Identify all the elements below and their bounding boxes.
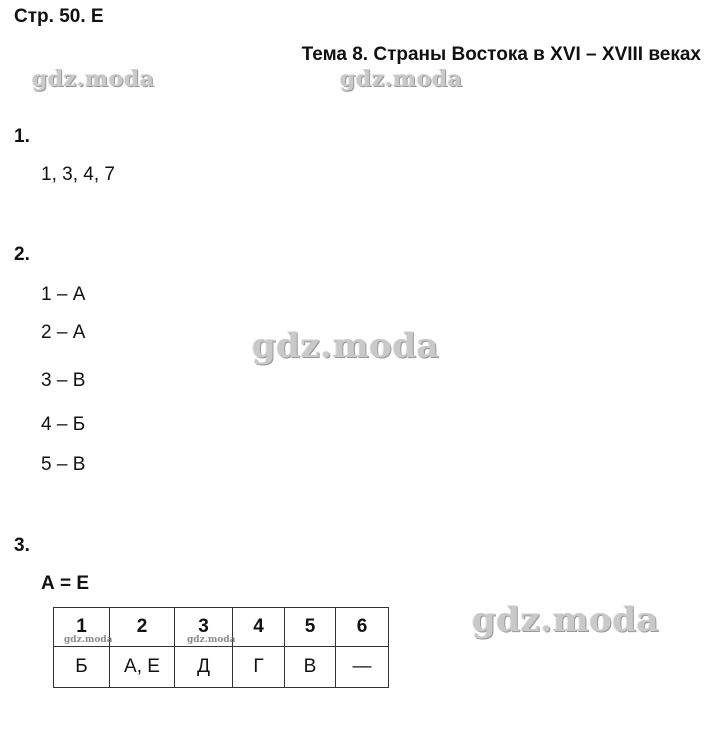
- watermark: gdz.moda: [252, 326, 440, 366]
- table-cell: В: [285, 647, 336, 688]
- answer-table: [53, 607, 389, 688]
- table-cell: —: [336, 647, 389, 688]
- table-cell: Б: [54, 647, 110, 688]
- table-row: [54, 647, 389, 688]
- table-header-cell: 2: [110, 608, 175, 647]
- watermark: gdz.moda: [187, 635, 236, 645]
- question-2-answer-2: 2 – А: [41, 322, 86, 343]
- question-3-subtitle: А = Е: [41, 573, 90, 594]
- watermark: gdz.moda: [472, 600, 660, 640]
- topic-title: Тема 8. Страны Востока в XVI – XVIII веках: [301, 44, 701, 65]
- page-header: Стр. 50. Е: [14, 6, 104, 27]
- table-cell: Г: [233, 647, 285, 688]
- watermark: gdz.moda: [340, 66, 463, 92]
- question-2-answer-1: 1 – А: [41, 284, 86, 305]
- question-2-answer-5: 5 – В: [41, 454, 86, 475]
- table-header-cell: 6: [336, 608, 389, 647]
- question-2-number: 2.: [14, 244, 30, 265]
- table-header-cell: 3 gdz.moda: [175, 608, 233, 647]
- question-3-number: 3.: [14, 535, 30, 556]
- table-header-row: [54, 608, 389, 647]
- question-2-answer-3: 3 – В: [41, 370, 86, 391]
- table-header-cell: 4: [233, 608, 285, 647]
- watermark: gdz.moda: [32, 66, 155, 92]
- table-cell: Д: [175, 647, 233, 688]
- table-header-cell: 1 gdz.moda: [54, 608, 110, 647]
- table-cell: А, Е: [110, 647, 175, 688]
- question-2-answer-4: 4 – Б: [41, 414, 86, 435]
- table-header-cell: 5: [285, 608, 336, 647]
- question-1-number: 1.: [14, 126, 30, 147]
- watermark: gdz.moda: [64, 635, 113, 645]
- question-1-answer: 1, 3, 4, 7: [41, 164, 115, 185]
